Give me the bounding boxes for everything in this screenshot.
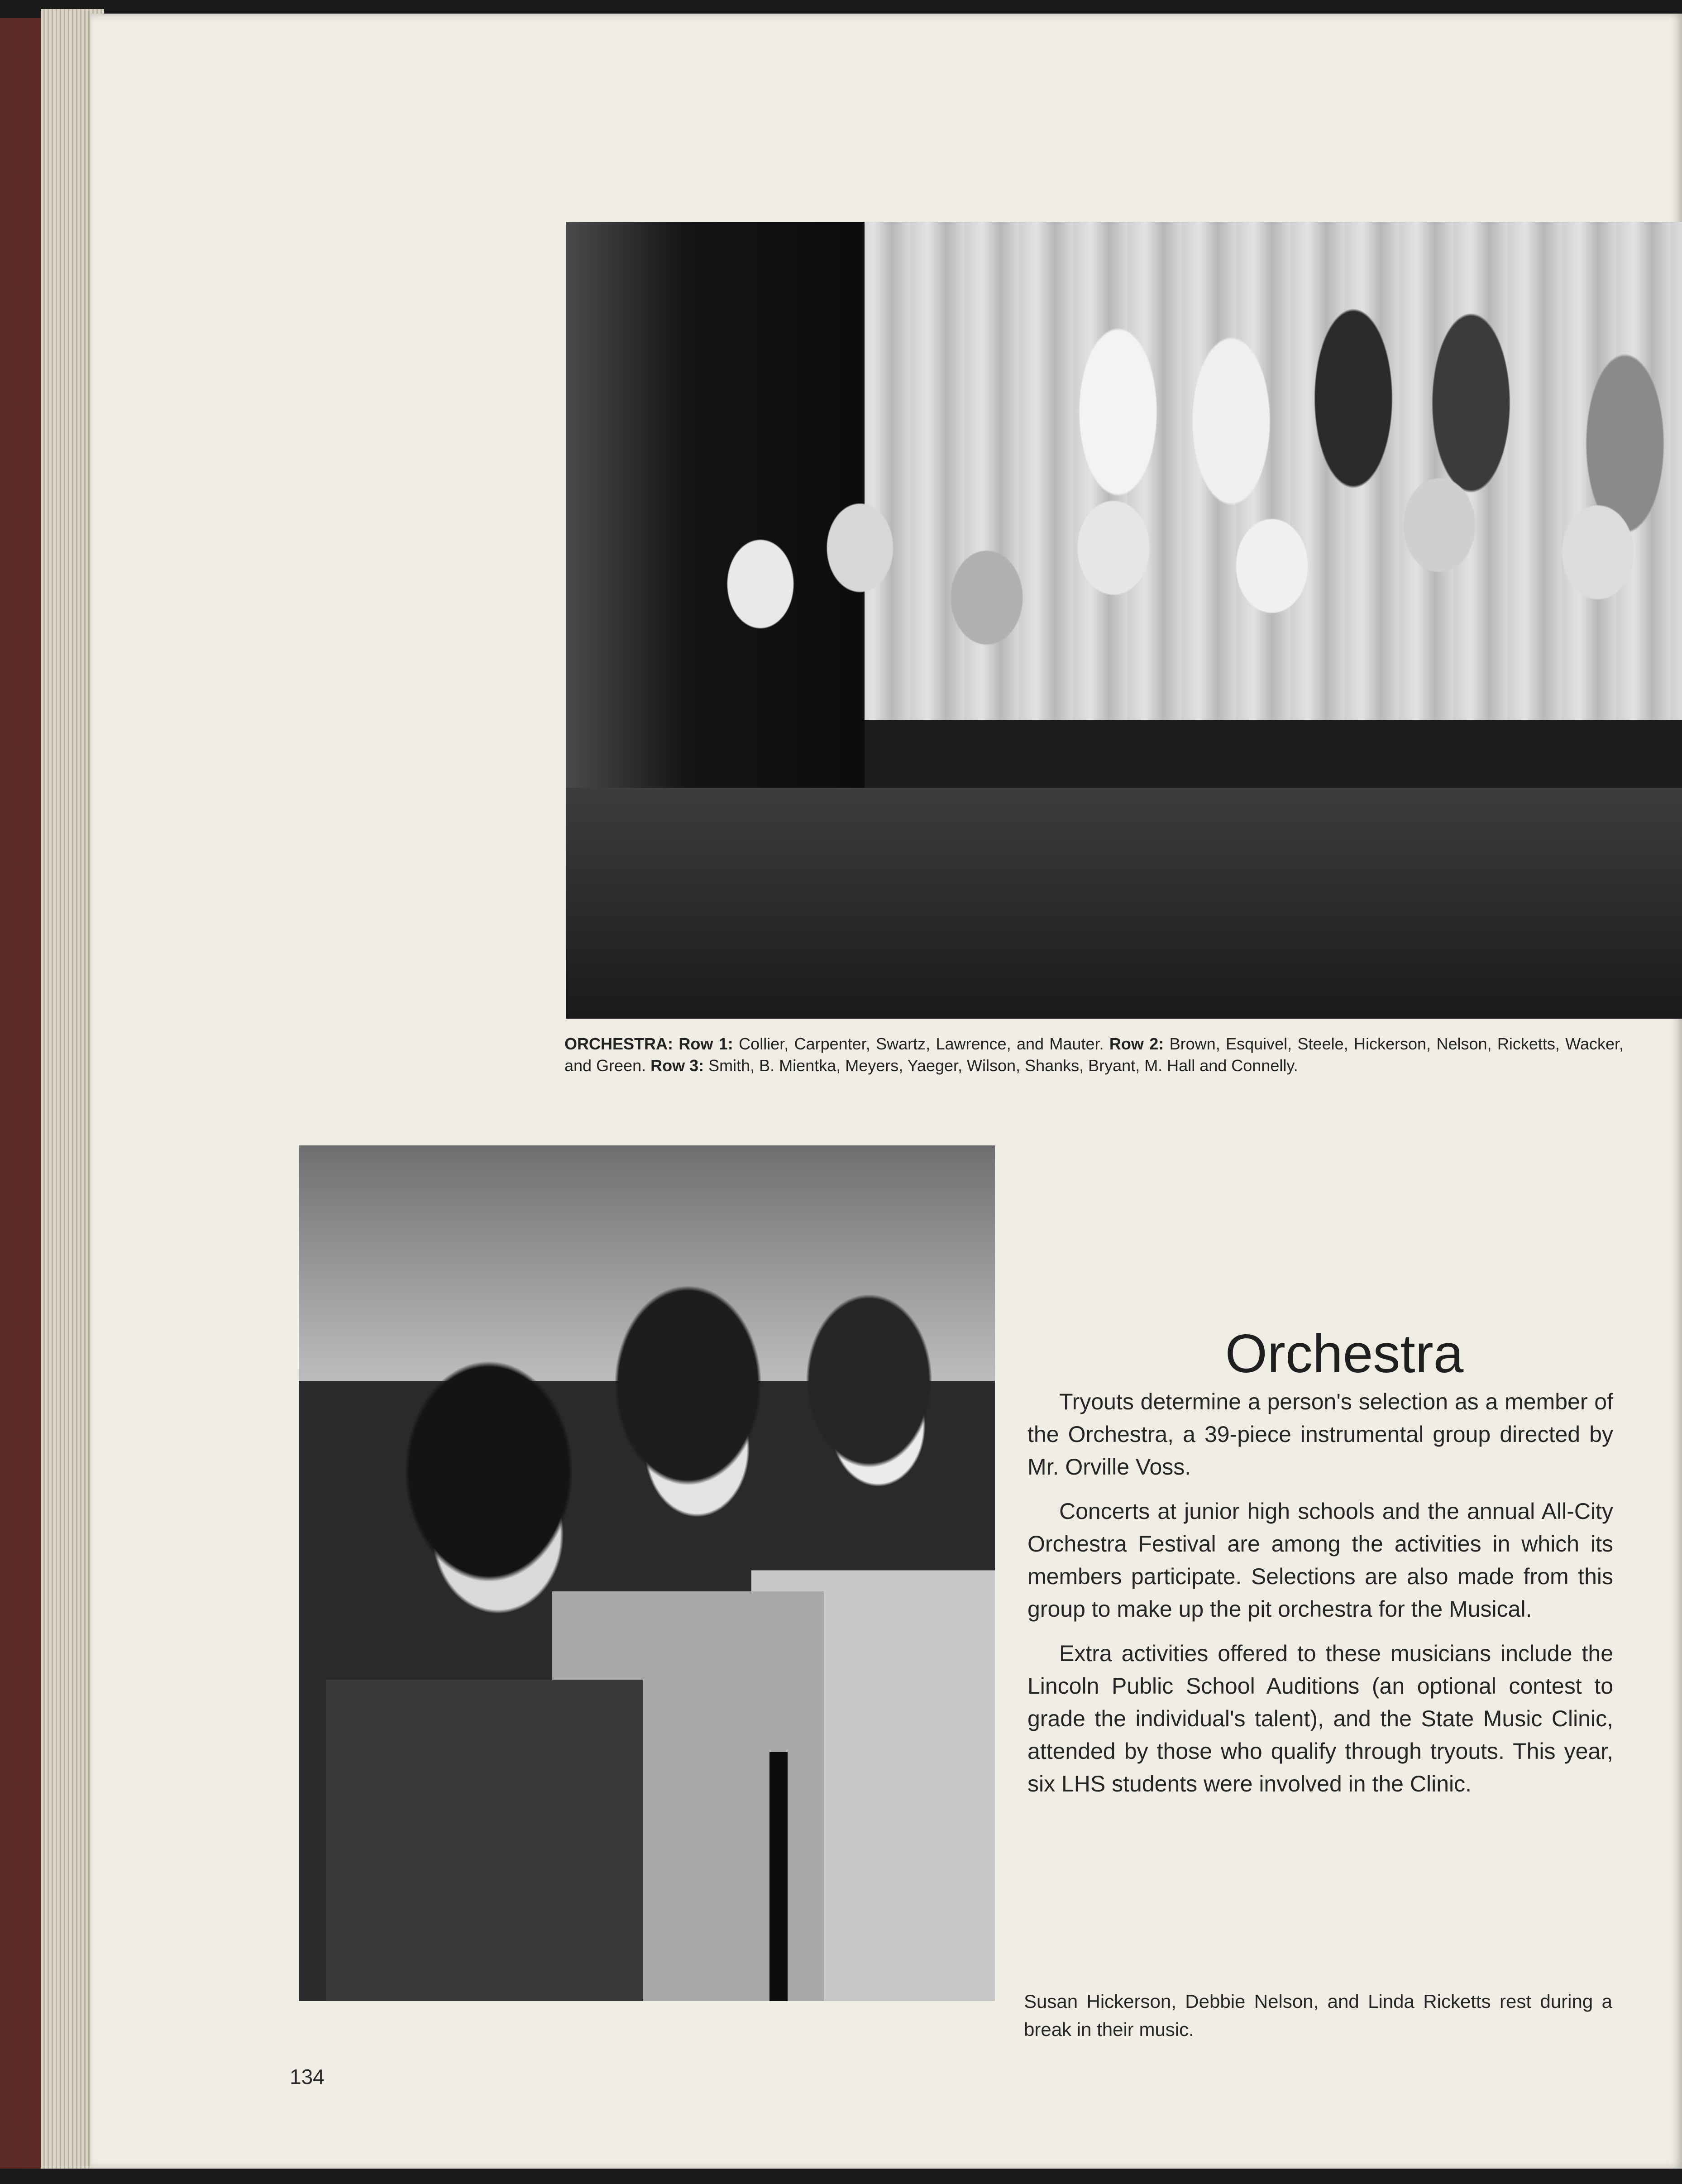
paragraph: Concerts at junior high schools and the annual All-City Orchestra Festival are among the activities in which its members participate. Selections are also made from this group to make up the pit orchestra for the Musical. [1027,1499,1613,1622]
caption-label: ORCHESTRA: [564,1035,679,1053]
group-photo-caption [564,1033,1624,1077]
row1-label: Row 1: [679,1035,739,1053]
article-body [1027,1385,1613,1812]
player-left [326,1281,643,2001]
row1-names: Collier, Carpenter, Swartz, Lawrence, and Mauter. [739,1035,1109,1053]
clarinet [769,1752,788,2001]
page-number: 134 [290,2065,325,2088]
row2-names: Brown, Esquivel, Steele, Hickerson, Nelson, Ricketts, Wacker, and Green. [564,1035,1624,1075]
orchestra-group-photo [566,222,1682,1019]
paragraph: Extra activities offered to these musicians include the Lincoln Public School Auditions (an optional contest to grade the individual's talent), and the State Music Clinic, attended by those who qualify through tryouts. This year, six LHS students were involved in the Clinic. [1027,1641,1613,1796]
paragraph: Tryouts determine a person's selection as a member of the Orchestra, a 39-piece instrumental group directed by Mr. Orville Voss. [1027,1389,1613,1480]
row3-names: Smith, B. Mientka, Meyers, Yaeger, Wilson, Shanks, Bryant, M. Hall and Connelly. [708,1056,1298,1075]
clarinet-players-photo [299,1145,995,2001]
bottom-edge [0,2169,1682,2184]
clarinet-photo-caption: Susan Hickerson, Debbie Nelson, and Linda Ricketts rest during a break in their music. [1024,1991,1612,2040]
stage-floor [566,788,1682,1019]
row2-label: Row 2: [1109,1035,1170,1053]
article-heading: Orchestra [1225,1323,1464,1384]
row3-label: Row 3: [650,1056,709,1075]
